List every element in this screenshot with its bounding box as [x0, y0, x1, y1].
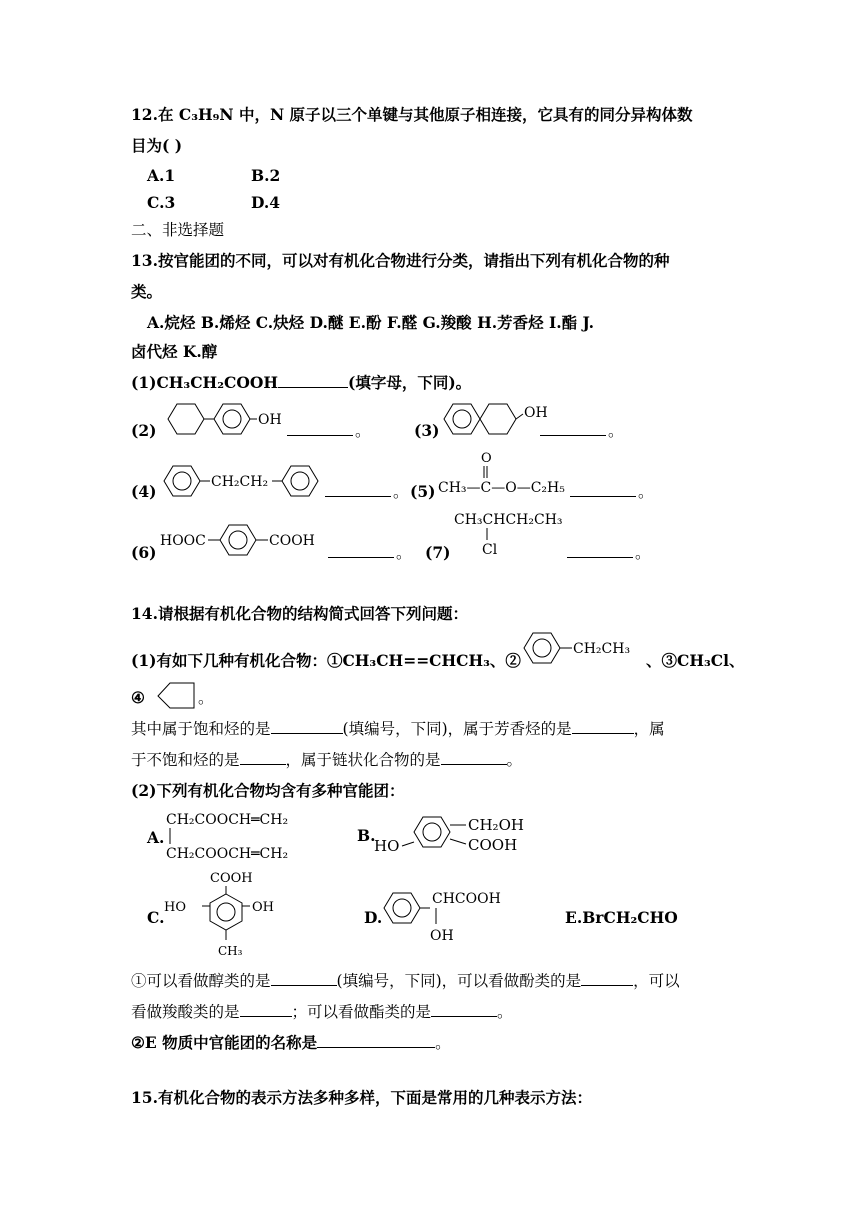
svg-text:CH₃: CH₃ [218, 944, 243, 958]
svg-text:CH₃—C—O—C₂H₅: CH₃—C—O—C₂H₅ [438, 480, 565, 496]
q14-label-e: E.BrCH₂CHO [565, 908, 678, 927]
svg-text:OH: OH [430, 928, 454, 944]
answer-blank[interactable] [540, 421, 606, 436]
svg-text:CH₂OH: CH₂OH [468, 816, 524, 834]
answer-blank[interactable] [328, 543, 394, 558]
chlorobutane-structure [452, 508, 582, 558]
svg-text:CH₂COOCH═CH₂: CH₂COOCH═CH₂ [166, 812, 289, 828]
svg-text:COOH: COOH [210, 871, 253, 886]
q14-part1-line: (1)有如下几种有机化合物：①CH₃CH==CHCH₃、② [131, 651, 521, 670]
svg-text:COOH: COOH [269, 533, 315, 549]
answer-blank[interactable] [287, 421, 353, 436]
svg-text:CH₃CHCH₂CH₃: CH₃CHCH₂CH₃ [454, 512, 563, 528]
q12-option-a: A.1 [147, 166, 176, 185]
terephthalic-acid-structure [158, 520, 330, 560]
q13-item1-formula: (1)CH₃CH₂COOH [131, 373, 278, 392]
ethyl-acetate-structure [436, 448, 576, 500]
q12-option-b: B.2 [251, 166, 281, 185]
q13-item1 [131, 373, 471, 393]
answer-blank[interactable] [278, 373, 348, 388]
answer-blank[interactable] [271, 719, 343, 734]
q14-item4: ④ [131, 688, 145, 707]
q13-categories-line1: A.烷烃 B.烯烃 C.炔烃 D.醚 E.酚 F.醛 G.羧酸 H.芳香烃 I.酯 J. [147, 313, 595, 332]
q13-label-4: (4) [131, 482, 157, 501]
q13-label-2: (2) [131, 421, 157, 440]
q14-sub1-line2: 看做羧酸类的是 ；可以看做酯类的是 。 [131, 1003, 513, 1021]
ethylbenzene-structure [520, 628, 645, 668]
q14-title: 14.请根据有机化合物的结构简式回答下列问题： [131, 604, 468, 623]
dihydronaphthol-structure [440, 398, 548, 440]
answer-blank[interactable] [431, 1002, 497, 1017]
q12-line1: 12.在 C₃H₉N 中，N 原子以三个单键与其他原子相连接，它具有的同分异构体数 [131, 105, 693, 124]
answer-blank[interactable] [570, 482, 636, 497]
q14-question-line2: 于不饱和烃的是 ，属于链状化合物的是 。 [131, 751, 523, 769]
svg-text:HO: HO [164, 900, 186, 915]
hydroxybenzyl-acid-structure [372, 808, 547, 860]
q14-sub2: ②E 物质中官能团的名称是 。 [131, 1033, 451, 1052]
q14-question-line1: 其中属于饱和烃的是 (填编号，下同)，属于芳香烃的是 ，属 [131, 720, 665, 738]
svg-text:O: O [481, 451, 492, 466]
answer-blank[interactable] [240, 1002, 292, 1017]
svg-text:OH: OH [252, 900, 274, 915]
q12-option-c: C.3 [147, 193, 176, 212]
answer-blank[interactable] [441, 750, 507, 765]
q13-item1-suffix: (填字母，下同)。 [347, 373, 472, 392]
section-heading: 二、非选择题 [131, 221, 225, 239]
svg-text:Cl: Cl [482, 542, 498, 558]
svg-text:CHCOOH: CHCOOH [432, 891, 501, 907]
q12-line2: 目为( ) [131, 136, 183, 155]
answer-blank[interactable] [317, 1033, 435, 1048]
answer-blank[interactable] [572, 719, 634, 734]
q14-sub1-line1: ①可以看做醇类的是 (填编号，下同)，可以看做酚类的是 ，可以 [131, 972, 680, 990]
svg-text:OH: OH [258, 412, 282, 428]
svg-text:CH₂CH₃: CH₂CH₃ [573, 641, 631, 657]
q14-part1-line-end: 、③CH₃Cl、 [646, 651, 745, 670]
cyclopentane-structure [154, 679, 204, 711]
q13-label-5: (5) [410, 482, 436, 501]
answer-blank[interactable] [325, 482, 391, 497]
q14-part2-title: (2)下列有机化合物均含有多种官能团： [131, 781, 405, 800]
svg-text:HO: HO [374, 837, 400, 855]
svg-text:OH: OH [524, 405, 548, 421]
divinyl-succinate-structure [162, 808, 322, 864]
q13-label-3: (3) [414, 421, 440, 440]
q14-label-a: A. [147, 828, 165, 847]
q14-label-c: C. [147, 908, 165, 927]
q15-title: 15.有机化合物的表示方法多种多样，下面是常用的几种表示方法： [131, 1088, 592, 1107]
answer-blank[interactable] [567, 543, 633, 558]
dihydroxymethylbenzoic-acid-structure [162, 868, 282, 960]
answer-blank[interactable] [271, 971, 337, 986]
q13-label-7: (7) [425, 543, 451, 562]
svg-text:COOH: COOH [468, 836, 518, 854]
q14-label-b: B. [357, 826, 376, 845]
answer-blank[interactable] [240, 750, 286, 765]
svg-text:CH₂CH₂: CH₂CH₂ [211, 474, 269, 490]
q12-option-d: D.4 [251, 193, 281, 212]
svg-text:HOOC: HOOC [160, 533, 206, 549]
q13-line1: 13.按官能团的不同，可以对有机化合物进行分类，请指出下列有机化合物的种 [131, 251, 670, 270]
q13-categories-line2: 卤代烃 K.醇 [131, 342, 218, 361]
q14-label-d: D. [364, 908, 383, 927]
bibenzyl-structure [158, 461, 326, 501]
answer-blank[interactable] [581, 971, 633, 986]
q13-line2: 类。 [131, 282, 163, 301]
phenyl-cyclohexenyl-phenol-structure [158, 399, 288, 439]
q13-label-6: (6) [131, 543, 157, 562]
mandelic-acid-structure [380, 884, 520, 946]
svg-text:CH₂COOCH═CH₂: CH₂COOCH═CH₂ [166, 846, 289, 862]
